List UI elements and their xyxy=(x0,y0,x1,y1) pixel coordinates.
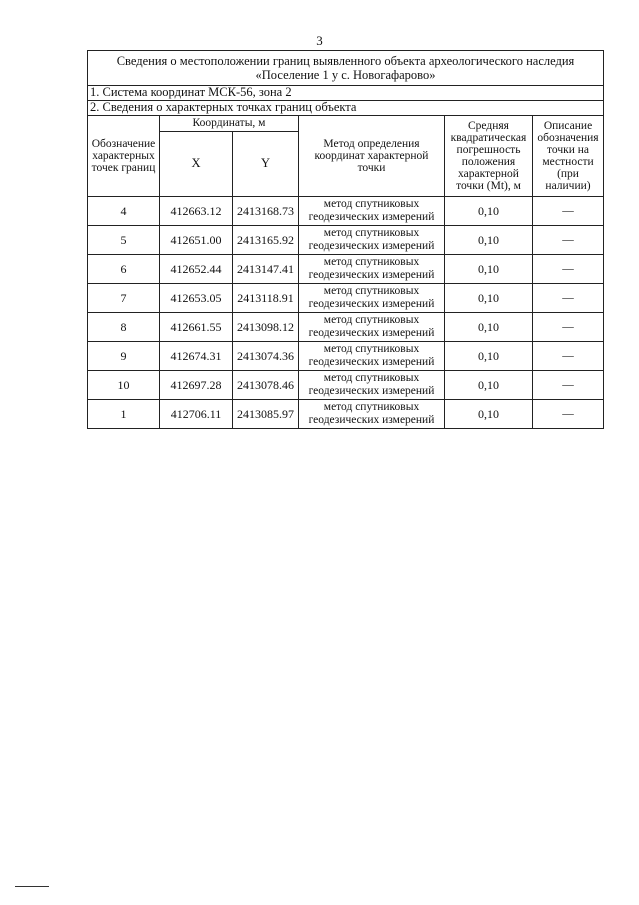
cell-y: 2413118.91 xyxy=(233,284,299,313)
cell-description: — xyxy=(533,226,604,255)
cell-y: 2413147.41 xyxy=(233,255,299,284)
header-x: X xyxy=(160,132,233,197)
header-y: Y xyxy=(233,132,299,197)
header-error: Средняя квадратическая погрешность положения характерной точки (Mt), м xyxy=(445,116,533,197)
cell-description: — xyxy=(533,342,604,371)
title-line-1: Сведения о местоположении границ выявленного объекта археологического наследия xyxy=(116,53,575,68)
cell-description: — xyxy=(533,400,604,429)
page-number: 3 xyxy=(316,33,323,48)
cell-error: 0,10 xyxy=(445,313,533,342)
footer-line xyxy=(15,886,49,887)
cell-error: 0,10 xyxy=(445,255,533,284)
table-row xyxy=(88,371,604,400)
cell-y: 2413165.92 xyxy=(233,226,299,255)
cell-point: 6 xyxy=(88,255,160,284)
cell-point: 4 xyxy=(88,197,160,226)
cell-error: 0,10 xyxy=(445,226,533,255)
cell-y: 2413085.97 xyxy=(233,400,299,429)
header-method: Метод определения координат характерной точки xyxy=(299,116,445,197)
cell-description: — xyxy=(533,313,604,342)
cell-x: 412651.00 xyxy=(160,226,233,255)
cell-description: — xyxy=(533,255,604,284)
cell-x: 412652.44 xyxy=(160,255,233,284)
cell-x: 412674.31 xyxy=(160,342,233,371)
cell-y: 2413098.12 xyxy=(233,313,299,342)
cell-point: 10 xyxy=(88,371,160,400)
cell-method: метод спутниковых геодезических измерений xyxy=(299,284,445,313)
cell-x: 412697.28 xyxy=(160,371,233,400)
table-row xyxy=(88,197,604,226)
table-row xyxy=(88,284,604,313)
cell-description: — xyxy=(533,371,604,400)
cell-point: 7 xyxy=(88,284,160,313)
cell-error: 0,10 xyxy=(445,400,533,429)
cell-method: метод спутниковых геодезических измерений xyxy=(299,226,445,255)
cell-description: — xyxy=(533,284,604,313)
table-row xyxy=(88,255,604,284)
cell-x: 412653.05 xyxy=(160,284,233,313)
table-title xyxy=(88,51,604,86)
cell-x: 412663.12 xyxy=(160,197,233,226)
cell-method: метод спутниковых геодезических измерений xyxy=(299,400,445,429)
cell-method: метод спутниковых геодезических измерений xyxy=(299,197,445,226)
cell-y: 2413074.36 xyxy=(233,342,299,371)
cell-error: 0,10 xyxy=(445,342,533,371)
cell-point: 8 xyxy=(88,313,160,342)
cell-method: метод спутниковых геодезических измерений xyxy=(299,313,445,342)
cell-description: — xyxy=(533,197,604,226)
coordinate-system: 1. Система координат МСК-56, зона 2 xyxy=(88,86,604,101)
cell-point: 1 xyxy=(88,400,160,429)
cell-method: метод спутниковых геодезических измерений xyxy=(299,342,445,371)
boundary-points-table xyxy=(87,50,604,429)
table-row xyxy=(88,313,604,342)
table-row xyxy=(88,400,604,429)
cell-y: 2413078.46 xyxy=(233,371,299,400)
cell-y: 2413168.73 xyxy=(233,197,299,226)
title-line-2: «Поселение 1 у с. Новогафарово» xyxy=(255,68,436,82)
table-row xyxy=(88,342,604,371)
cell-point: 5 xyxy=(88,226,160,255)
points-section-heading: 2. Сведения о характерных точках границ объекта xyxy=(88,101,604,116)
header-description: Описание обозначения точки на местности (при наличии) xyxy=(533,116,604,197)
cell-x: 412706.11 xyxy=(160,400,233,429)
header-coordinates: Координаты, м xyxy=(160,116,299,132)
cell-point: 9 xyxy=(88,342,160,371)
cell-error: 0,10 xyxy=(445,284,533,313)
cell-error: 0,10 xyxy=(445,371,533,400)
cell-method: метод спутниковых геодезических измерений xyxy=(299,371,445,400)
cell-method: метод спутниковых геодезических измерений xyxy=(299,255,445,284)
header-point-designation: Обозначение характерных точек границ xyxy=(88,116,160,197)
cell-error: 0,10 xyxy=(445,197,533,226)
cell-x: 412661.55 xyxy=(160,313,233,342)
table-row xyxy=(88,226,604,255)
